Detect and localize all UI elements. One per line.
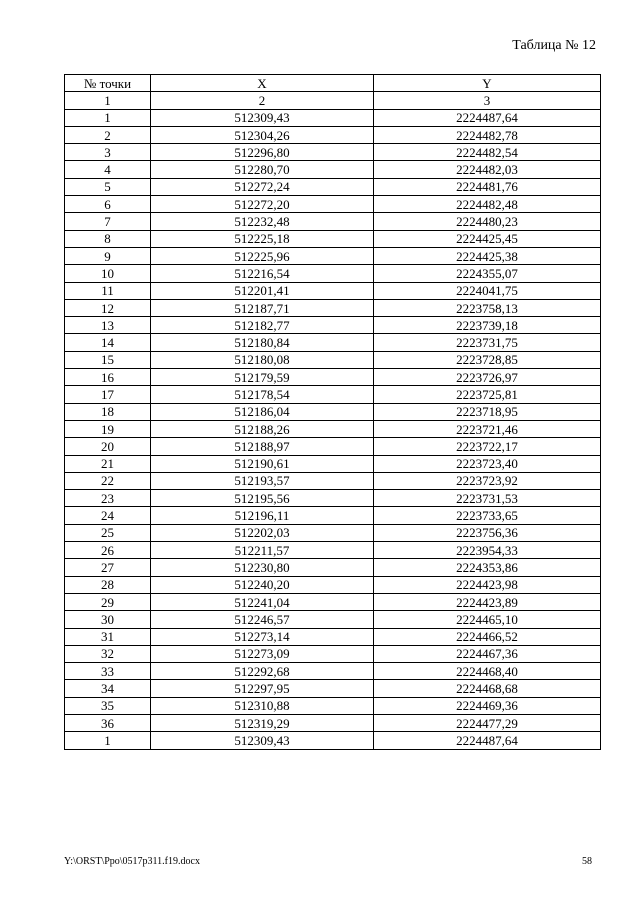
point-number-cell: 22 <box>65 472 151 489</box>
point-number-cell: 26 <box>65 542 151 559</box>
y-coordinate-cell: 2223728,85 <box>374 351 601 368</box>
point-number-cell: 8 <box>65 230 151 247</box>
point-number-cell: 1 <box>65 109 151 126</box>
x-coordinate-cell: 512280,70 <box>151 161 374 178</box>
table-row <box>65 144 601 161</box>
column-index-cell: 2 <box>151 92 374 109</box>
column-index-cell: 3 <box>374 92 601 109</box>
point-number-cell: 4 <box>65 161 151 178</box>
point-number-cell: 28 <box>65 576 151 593</box>
footer-file-path: Y:\ORST\Ppo\0517p311.f19.docx <box>64 856 200 867</box>
table-header <box>65 75 601 110</box>
x-coordinate-cell: 512273,09 <box>151 645 374 662</box>
x-coordinate-cell: 512188,97 <box>151 438 374 455</box>
y-coordinate-cell: 2223739,18 <box>374 317 601 334</box>
x-coordinate-cell: 512309,43 <box>151 109 374 126</box>
table-row <box>65 732 601 749</box>
x-coordinate-cell: 512230,80 <box>151 559 374 576</box>
point-number-cell: 25 <box>65 524 151 541</box>
y-coordinate-cell: 2224477,29 <box>374 714 601 731</box>
x-coordinate-cell: 512272,24 <box>151 178 374 195</box>
y-coordinate-cell: 2223726,97 <box>374 369 601 386</box>
table-row <box>65 317 601 334</box>
point-number-cell: 13 <box>65 317 151 334</box>
x-coordinate-cell: 512178,54 <box>151 386 374 403</box>
table-body <box>65 109 601 749</box>
table-row <box>65 299 601 316</box>
x-coordinate-cell: 512193,57 <box>151 472 374 489</box>
y-coordinate-cell: 2224465,10 <box>374 611 601 628</box>
y-coordinate-cell: 2224482,54 <box>374 144 601 161</box>
x-coordinate-cell: 512297,95 <box>151 680 374 697</box>
y-coordinate-cell: 2224041,75 <box>374 282 601 299</box>
table-row <box>65 680 601 697</box>
y-coordinate-cell: 2223723,40 <box>374 455 601 472</box>
page-number: 58 <box>582 856 592 867</box>
table-row <box>65 593 601 610</box>
point-number-cell: 30 <box>65 611 151 628</box>
point-number-cell: 33 <box>65 663 151 680</box>
x-coordinate-cell: 512216,54 <box>151 265 374 282</box>
x-coordinate-cell: 512180,08 <box>151 351 374 368</box>
y-coordinate-cell: 2223718,95 <box>374 403 601 420</box>
table-row <box>65 109 601 126</box>
point-number-cell: 29 <box>65 593 151 610</box>
x-coordinate-cell: 512240,20 <box>151 576 374 593</box>
point-number-cell: 12 <box>65 299 151 316</box>
table-row <box>65 351 601 368</box>
y-coordinate-cell: 2224482,03 <box>374 161 601 178</box>
y-coordinate-cell: 2223723,92 <box>374 472 601 489</box>
point-number-cell: 23 <box>65 490 151 507</box>
y-coordinate-cell: 2223721,46 <box>374 420 601 437</box>
point-number-cell: 15 <box>65 351 151 368</box>
y-coordinate-cell: 2224469,36 <box>374 697 601 714</box>
table-row <box>65 697 601 714</box>
y-coordinate-cell: 2223756,36 <box>374 524 601 541</box>
table-row <box>65 663 601 680</box>
column-index-row <box>65 92 601 109</box>
point-number-cell: 21 <box>65 455 151 472</box>
x-coordinate-cell: 512304,26 <box>151 126 374 143</box>
x-coordinate-cell: 512190,61 <box>151 455 374 472</box>
y-coordinate-cell: 2224482,78 <box>374 126 601 143</box>
point-number-cell: 32 <box>65 645 151 662</box>
x-coordinate-cell: 512225,96 <box>151 247 374 264</box>
x-coordinate-cell: 512292,68 <box>151 663 374 680</box>
x-coordinate-cell: 512182,77 <box>151 317 374 334</box>
y-coordinate-cell: 2224355,07 <box>374 265 601 282</box>
table-row <box>65 247 601 264</box>
y-coordinate-cell: 2223733,65 <box>374 507 601 524</box>
table-row <box>65 403 601 420</box>
x-coordinate-cell: 512196,11 <box>151 507 374 524</box>
table-row <box>65 161 601 178</box>
y-coordinate-cell: 2224423,89 <box>374 593 601 610</box>
x-coordinate-cell: 512232,48 <box>151 213 374 230</box>
point-number-cell: 24 <box>65 507 151 524</box>
point-number-cell: 34 <box>65 680 151 697</box>
table-row <box>65 230 601 247</box>
table-row <box>65 178 601 195</box>
table-row <box>65 472 601 489</box>
y-coordinate-cell: 2224353,86 <box>374 559 601 576</box>
point-number-cell: 18 <box>65 403 151 420</box>
point-number-cell: 5 <box>65 178 151 195</box>
header-x: X <box>151 75 374 92</box>
point-number-cell: 9 <box>65 247 151 264</box>
y-coordinate-cell: 2223731,75 <box>374 334 601 351</box>
y-coordinate-cell: 2224423,98 <box>374 576 601 593</box>
x-coordinate-cell: 512211,57 <box>151 542 374 559</box>
point-number-cell: 36 <box>65 714 151 731</box>
table-row <box>65 490 601 507</box>
y-coordinate-cell: 2223731,53 <box>374 490 601 507</box>
y-coordinate-cell: 2224487,64 <box>374 732 601 749</box>
x-coordinate-cell: 512195,56 <box>151 490 374 507</box>
point-number-cell: 14 <box>65 334 151 351</box>
header-y: Y <box>374 75 601 92</box>
table-row <box>65 420 601 437</box>
y-coordinate-cell: 2223722,17 <box>374 438 601 455</box>
point-number-cell: 27 <box>65 559 151 576</box>
y-coordinate-cell: 2223725,81 <box>374 386 601 403</box>
table-row <box>65 369 601 386</box>
coordinates-table <box>64 74 601 750</box>
x-coordinate-cell: 512186,04 <box>151 403 374 420</box>
y-coordinate-cell: 2224468,68 <box>374 680 601 697</box>
point-number-cell: 2 <box>65 126 151 143</box>
point-number-cell: 35 <box>65 697 151 714</box>
point-number-cell: 3 <box>65 144 151 161</box>
x-coordinate-cell: 512246,57 <box>151 611 374 628</box>
x-coordinate-cell: 512273,14 <box>151 628 374 645</box>
point-number-cell: 6 <box>65 196 151 213</box>
point-number-cell: 16 <box>65 369 151 386</box>
table-row <box>65 282 601 299</box>
x-coordinate-cell: 512319,29 <box>151 714 374 731</box>
table-row <box>65 265 601 282</box>
x-coordinate-cell: 512179,59 <box>151 369 374 386</box>
header-row <box>65 75 601 92</box>
y-coordinate-cell: 2223758,13 <box>374 299 601 316</box>
y-coordinate-cell: 2224468,40 <box>374 663 601 680</box>
y-coordinate-cell: 2224480,23 <box>374 213 601 230</box>
point-number-cell: 19 <box>65 420 151 437</box>
y-coordinate-cell: 2223954,33 <box>374 542 601 559</box>
header-point-number: № точки <box>65 75 151 92</box>
table-row <box>65 438 601 455</box>
x-coordinate-cell: 512180,84 <box>151 334 374 351</box>
table-row <box>65 524 601 541</box>
point-number-cell: 1 <box>65 732 151 749</box>
x-coordinate-cell: 512225,18 <box>151 230 374 247</box>
table-row <box>65 386 601 403</box>
y-coordinate-cell: 2224467,36 <box>374 645 601 662</box>
x-coordinate-cell: 512241,04 <box>151 593 374 610</box>
x-coordinate-cell: 512296,80 <box>151 144 374 161</box>
point-number-cell: 11 <box>65 282 151 299</box>
point-number-cell: 17 <box>65 386 151 403</box>
table-row <box>65 611 601 628</box>
table-row <box>65 628 601 645</box>
y-coordinate-cell: 2224425,45 <box>374 230 601 247</box>
x-coordinate-cell: 512202,03 <box>151 524 374 541</box>
point-number-cell: 20 <box>65 438 151 455</box>
point-number-cell: 7 <box>65 213 151 230</box>
table-row <box>65 455 601 472</box>
y-coordinate-cell: 2224481,76 <box>374 178 601 195</box>
table-row <box>65 714 601 731</box>
table-row <box>65 196 601 213</box>
table-row <box>65 645 601 662</box>
table-row <box>65 542 601 559</box>
column-index-cell: 1 <box>65 92 151 109</box>
y-coordinate-cell: 2224425,38 <box>374 247 601 264</box>
y-coordinate-cell: 2224466,52 <box>374 628 601 645</box>
x-coordinate-cell: 512201,41 <box>151 282 374 299</box>
table-caption: Таблица № 12 <box>512 38 596 53</box>
x-coordinate-cell: 512310,88 <box>151 697 374 714</box>
table-row <box>65 559 601 576</box>
y-coordinate-cell: 2224482,48 <box>374 196 601 213</box>
table-row <box>65 213 601 230</box>
point-number-cell: 31 <box>65 628 151 645</box>
x-coordinate-cell: 512309,43 <box>151 732 374 749</box>
x-coordinate-cell: 512188,26 <box>151 420 374 437</box>
table-row <box>65 334 601 351</box>
x-coordinate-cell: 512187,71 <box>151 299 374 316</box>
y-coordinate-cell: 2224487,64 <box>374 109 601 126</box>
table-row <box>65 507 601 524</box>
point-number-cell: 10 <box>65 265 151 282</box>
x-coordinate-cell: 512272,20 <box>151 196 374 213</box>
table-row <box>65 126 601 143</box>
table-row <box>65 576 601 593</box>
